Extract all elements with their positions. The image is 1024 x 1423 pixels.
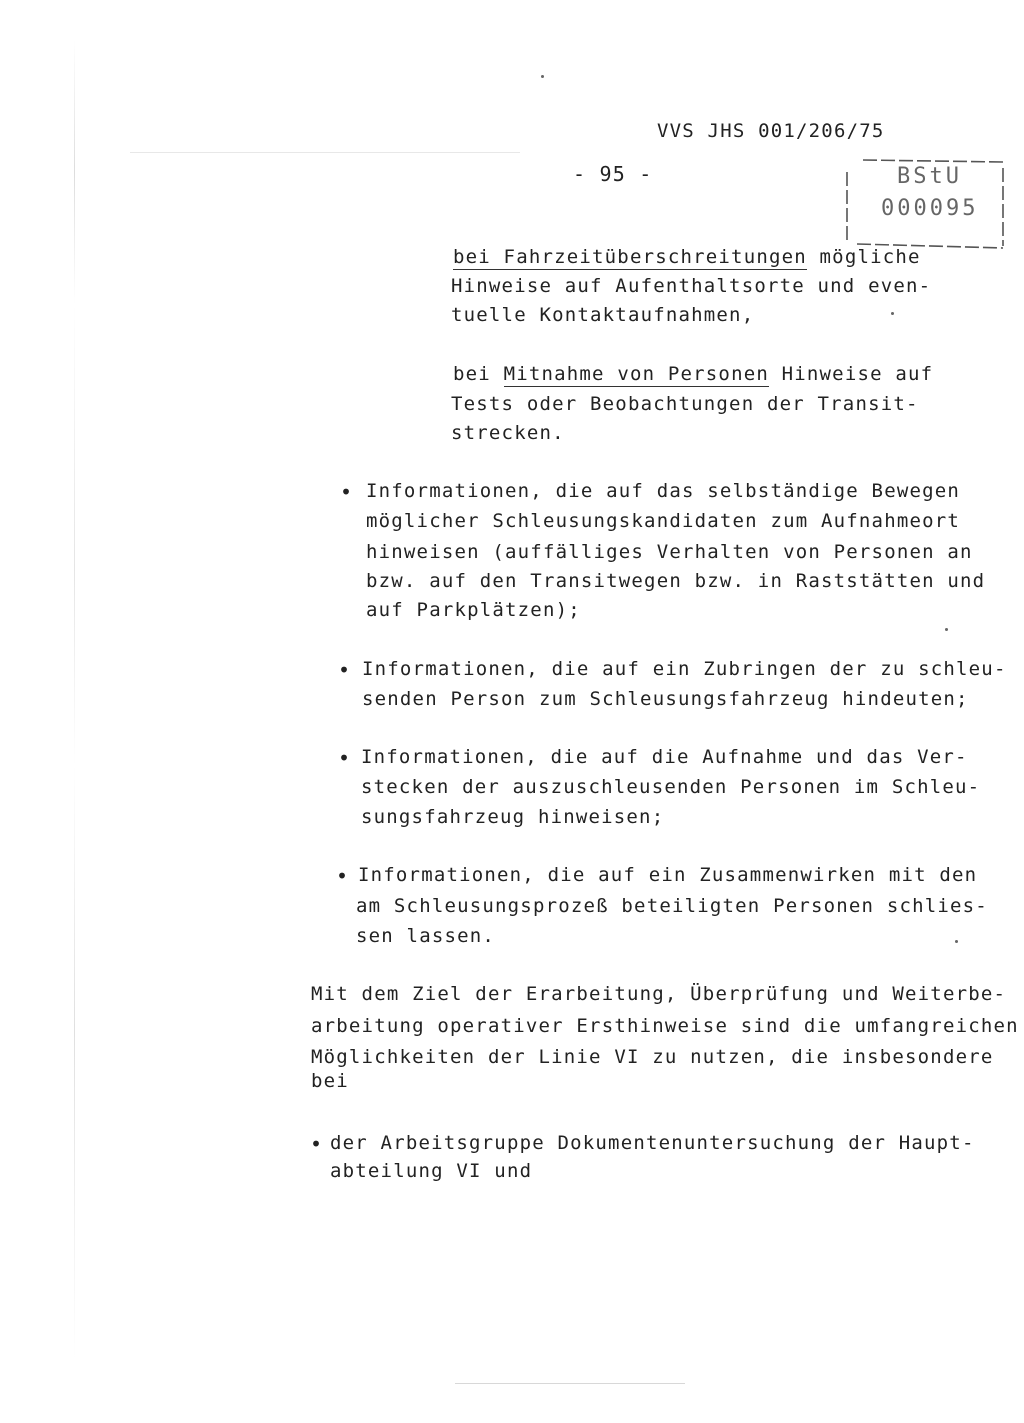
p2-line2: Tests oder Beobachtungen der Transit- [451, 393, 919, 415]
b4-line1: Informationen, die auf ein Zusammenwirken mit den [358, 864, 978, 886]
speck [955, 940, 958, 943]
speck [541, 75, 544, 78]
b4-line3: sen lassen. [356, 925, 496, 947]
underlined-term: Mitnahme von Personen [503, 363, 769, 385]
main-line3: Möglichkeiten der Linie VI zu nutzen, die insbesondere [311, 1046, 994, 1068]
p1-line2: Hinweise auf Aufenthaltsorte und even- [451, 275, 932, 297]
b1-line2: möglicher Schleusungskandidaten zum Aufnahmeort [366, 510, 961, 532]
scan-margin-mark [74, 40, 75, 1360]
scan-bottom-line [455, 1383, 685, 1384]
stamp-agency: BStU [897, 164, 962, 189]
b2-line1: Informationen, die auf ein Zubringen der zu schleu- [362, 658, 1007, 680]
b5-line1: der Arbeitsgruppe Dokumentenuntersuchung der Haupt- [330, 1132, 975, 1154]
p2-line1 [453, 365, 933, 384]
main-line1: Mit dem Ziel der Erarbeitung, Überprüfung und Weiterbe- [311, 983, 1007, 1005]
b1-line3: hinweisen (auffälliges Verhalten von Personen an [366, 541, 973, 563]
b3-line2: stecken der auszuschleusenden Personen im Schleu- [361, 776, 981, 798]
b3-line1: Informationen, die auf die Aufnahme und das Ver- [361, 746, 968, 768]
b1-line4: bzw. auf den Transitwegen bzw. in Raststätten und [366, 570, 986, 592]
bullet-dot: • [338, 658, 351, 682]
text-span: mögliche [806, 246, 921, 268]
underlined-term: bei Fahrzeitüberschreitungen [453, 246, 807, 268]
speck [891, 312, 894, 315]
b5-line2: abteilung VI und [330, 1160, 533, 1182]
bullet-dot: • [338, 746, 351, 770]
scan-top-line [130, 152, 520, 153]
b4-line2: am Schleusungsprozeß beteiligten Personen schlies- [356, 895, 988, 917]
bullet-dot: • [340, 480, 353, 504]
p2-line3: strecken. [451, 422, 565, 444]
p1-line1 [453, 248, 921, 267]
archive-stamp [845, 158, 1005, 250]
main-line4: bei [311, 1070, 349, 1092]
text-span: bei [453, 363, 504, 385]
p1-line3: tuelle Kontaktaufnahmen, [451, 304, 755, 326]
speck [945, 628, 948, 631]
stamp-number: 000095 [881, 196, 979, 221]
b3-line3: sungsfahrzeug hinweisen; [361, 806, 665, 828]
b2-line2: senden Person zum Schleusungsfahrzeug hindeuten; [362, 688, 969, 710]
bullet-dot: • [336, 864, 349, 888]
document-reference: VVS JHS 001/206/75 [657, 120, 885, 142]
page-number: - 95 - [573, 162, 653, 186]
main-line2: arbeitung operativer Ersthinweise sind die umfangreichen [311, 1015, 1019, 1037]
b1-line5: auf Parkplätzen); [366, 599, 581, 621]
bullet-dot: • [310, 1132, 323, 1156]
b1-line1: Informationen, die auf das selbständige Bewegen [366, 480, 961, 502]
text-span: Hinweise auf [768, 363, 934, 385]
